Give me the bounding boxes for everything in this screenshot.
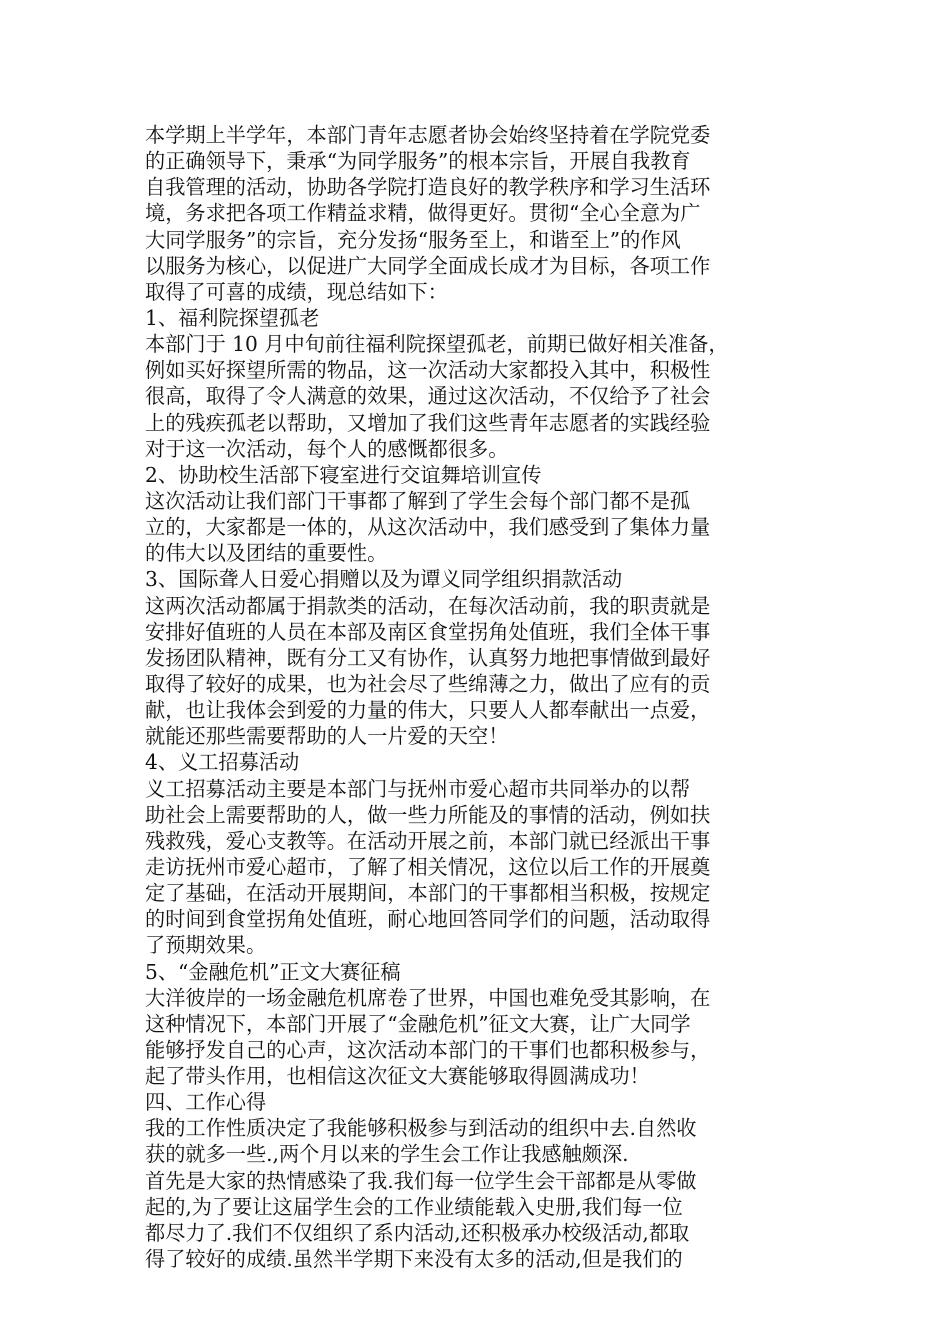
text-line: 能够抒发自己的心声，这次活动本部门的干事们也都积极参与，	[145, 1037, 711, 1062]
text-line: 对于这一次活动，每个人的感慨都很多。	[145, 436, 509, 461]
text-line: 起了带头作用，也相信这次征文大赛能够取得圆满成功！	[145, 1064, 650, 1089]
text-line: 的正确领导下，秉承“为同学服务”的根本宗旨，开展自我教育	[145, 149, 691, 174]
text-line: 走访抚州市爱心超市，了解了相关情况，这位以后工作的开展奠	[145, 854, 711, 879]
text-line: 取得了较好的成果，也为社会尽了些绵薄之力，做出了应有的贡	[145, 671, 711, 696]
text-line: 境，务求把各项工作精益求精，做得更好。贯彻“全心全意为广	[145, 201, 701, 226]
text-line: 残救残，爱心支教等。在活动开展之前，本部门就已经派出干事	[145, 828, 711, 853]
text-line: 就能还那些需要帮助的人一片爱的天空！	[145, 724, 509, 749]
text-line: 起的,为了要让这届学生会的工作业绩能载入史册,我们每一位	[145, 1194, 683, 1219]
text-line: 这次活动让我们部门干事都了解到了学生会每个部门都不是孤	[145, 488, 691, 513]
text-line: 义工招募活动主要是本部门与抚州市爱心超市共同举办的以帮	[145, 776, 691, 801]
text-line: 助社会上需要帮助的人，做一些力所能及的事情的活动，例如扶	[145, 802, 711, 827]
text-line: 以服务为核心，以促进广大同学全面成长成才为目标，各项工作	[145, 253, 711, 278]
text-line: 获的就多一些.,两个月以来的学生会工作让我感触颇深.	[145, 1142, 629, 1167]
text-line: 首先是大家的热情感染了我.我们每一位学生会干部都是从零做	[145, 1168, 697, 1193]
section-heading: 四、工作心得	[145, 1090, 267, 1115]
text-line: 的时间到食堂拐角处值班，耐心地回答同学们的问题，活动取得	[145, 907, 711, 932]
document-body	[145, 122, 815, 1272]
section-heading: 4、义工招募活动	[145, 750, 300, 775]
text-line: 定了基础，在活动开展期间，本部门的干事都相当积极，按规定	[145, 881, 711, 906]
text-line: 发扬团队精神，既有分工又有协作，认真努力地把事情做到最好	[145, 645, 711, 670]
text-line: 立的，大家都是一体的，从这次活动中，我们感受到了集体力量	[145, 515, 711, 540]
text-line: 安排好值班的人员在本部及南区食堂拐角处值班，我们全体干事	[145, 619, 711, 644]
text-line: 大洋彼岸的一场金融危机席卷了世界，中国也难免受其影响，在	[145, 985, 711, 1010]
text-line: 上的残疾孤老以帮助，又增加了我们这些青年志愿者的实践经验	[145, 410, 711, 435]
text-line: 本学期上半学年，本部门青年志愿者协会始终坚持着在学院党委	[145, 123, 711, 147]
text-line: 自我管理的活动，协助各学院打造良好的教学秩序和学习生活环	[145, 175, 711, 200]
section-heading: 3、国际聋人日爱心捐赠以及为谭义同学组织捐款活动	[145, 567, 623, 592]
section-heading: 1、福利院探望孤老	[145, 305, 320, 330]
text-line: 我的工作性质决定了我能够积极参与到活动的组织中去.自然收	[145, 1116, 697, 1141]
text-line: 都尽力了.我们不仅组织了系内活动,还积极承办校级活动,都取	[145, 1220, 690, 1245]
text-line: 很高，取得了令人满意的效果，通过这次活动，不仅给予了社会	[145, 384, 711, 409]
section-heading: 2、协助校生活部下寝室进行交谊舞培训宣传	[145, 462, 542, 487]
section-heading: 5、“金融危机”正文大赛征稿	[145, 959, 401, 984]
text-line: 得了较好的成绩.虽然半学期下来没有太多的活动,但是我们的	[145, 1247, 683, 1272]
text-line: 这种情况下，本部门开展了“金融危机”征文大赛，让广大同学	[145, 1011, 691, 1036]
text-line: 的伟大以及团结的重要性。	[145, 541, 388, 566]
text-line: 取得了可喜的成绩，现总结如下：	[145, 279, 448, 304]
text-line: 本部门于 10 月中旬前往福利院探望孤老，前期已做好相关准备，	[145, 332, 729, 357]
text-line: 献，也让我体会到爱的力量的伟大，只要人人都奉献出一点爱，	[145, 698, 711, 723]
text-line: 了预期效果。	[145, 933, 267, 958]
text-line: 这两次活动都属于捐款类的活动，在每次活动前，我的职责就是	[145, 593, 711, 618]
text-line: 大同学服务”的宗旨，充分发扬“服务至上，和谐至上”的作风	[145, 227, 681, 252]
text-line: 例如买好探望所需的物品，这一次活动大家都投入其中，积极性	[145, 358, 711, 383]
